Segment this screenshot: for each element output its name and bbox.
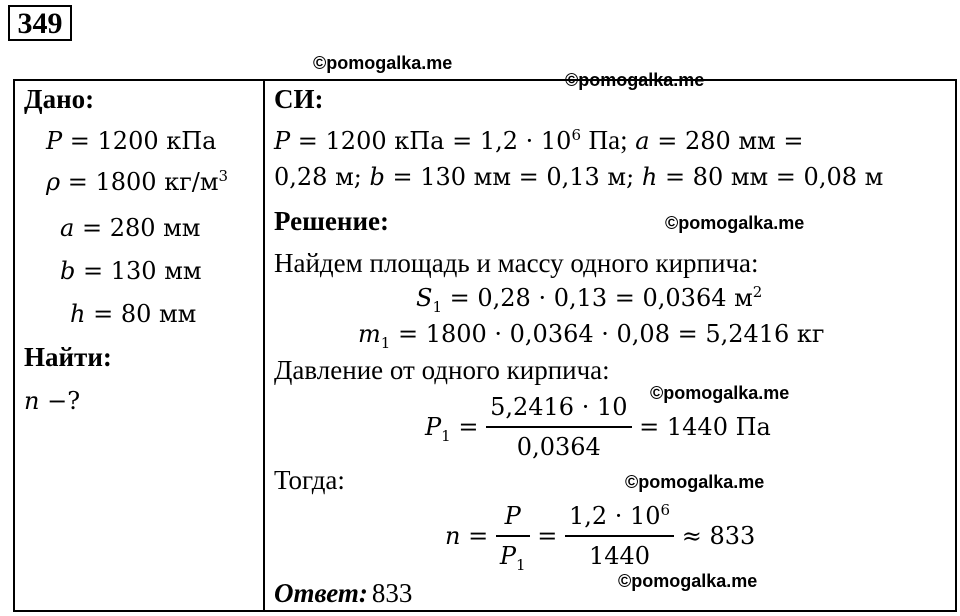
solution-step-1: Найдем площадь и массу одного кирпича: (274, 248, 759, 278)
n-fraction-2-denominator: 1440 (588, 542, 651, 570)
problem-number: 349 (8, 5, 72, 41)
watermark: ©pomogalka.me (650, 383, 790, 403)
answer (274, 578, 412, 609)
watermark: ©pomogalka.me (618, 571, 758, 591)
si-heading: СИ: (274, 84, 324, 114)
given-length-value: 280 мм (109, 214, 201, 242)
given-heading: Дано: (24, 84, 95, 114)
watermark: ©pomogalka.me (565, 70, 705, 90)
si-height: = 80 мм = 0,08 м (664, 163, 884, 191)
si-line-1: P = 1200 кПа = $1,2 \cdot 10^6$ Па; a = 280 мм = (274, 125, 804, 155)
n-result: ≈ 833 (681, 522, 756, 550)
watermark: ©pomogalka.me (313, 53, 453, 73)
pressure-one-brick: $P_1$ = $\frac{5,2416 \cdot 10}{0,0364}$ = 1440 Па (425, 388, 771, 466)
given-length: a = 280 мм (60, 214, 201, 242)
solution-step-2: Давление от одного кирпича: (274, 355, 610, 385)
mass-formula: $m_1 = 1800 \cdot 0,0364 \cdot 0,08 = 5,2416$ кг (358, 320, 825, 352)
solution-step-3: Тогда: (274, 465, 345, 495)
watermark: ©pomogalka.me (625, 472, 765, 492)
given-height-value: 80 мм (120, 300, 197, 328)
given-pressure-value: 1200 кПа (97, 127, 217, 155)
si-width: = 130 мм = 0,13 м; (392, 163, 635, 191)
column-divider (263, 79, 265, 612)
solution-heading: Решение: (274, 206, 389, 236)
n-fraction-2 (565, 497, 674, 575)
si-pressure-exponent: 6 (571, 126, 581, 144)
si-pressure: 1200 кПа = 1,2 · 10 (325, 127, 572, 155)
area-exponent: 2 (752, 283, 763, 301)
given-pressure: P = 1200 кПа (46, 127, 217, 155)
find-value-text: −? (47, 387, 81, 415)
pressure-numerator: 5,2416 · 10 (486, 388, 631, 428)
given-density: ρ = 1800 $кг/м^3$ (46, 167, 229, 196)
answer-label: Ответ: (274, 578, 368, 608)
answer-value: 833 (371, 578, 413, 608)
given-height: h = 80 мм (70, 300, 197, 328)
pressure-result: = 1440 Па (639, 413, 771, 441)
area-formula-body: = 0,28 · 0,13 = 0,0364 м (449, 284, 753, 312)
mass-formula-body: = 1800 · 0,0364 · 0,08 = 5,2416 кг (397, 320, 825, 348)
given-density-exponent: 3 (218, 167, 229, 185)
si-length-m: 0,28 м; (274, 163, 362, 191)
n-fraction-2-numerator: 1,2 · 10 (568, 502, 661, 530)
si-length: = 280 мм = (657, 127, 804, 155)
si-pressure-unit: Па; (588, 125, 628, 155)
pressure-fraction (486, 388, 631, 466)
watermark: ©pomogalka.me (665, 213, 805, 233)
pressure-denominator: 0,0364 (516, 433, 601, 461)
si-line-2: 0,28 м; b = 130 мм = 0,13 м; h = 80 мм = 0,08 м (274, 163, 884, 191)
n-fraction-1: $\frac{P}{P_1}$ (496, 497, 530, 575)
n-fraction-2-exponent: 6 (660, 501, 671, 519)
find-heading: Найти: (24, 342, 112, 372)
given-width-value: 130 мм (110, 257, 202, 285)
find-value: n −? (24, 387, 81, 415)
given-density-value: 1800 кг/м (95, 168, 219, 196)
bricks-count-formula: n = $\frac{P}{P_1}$ = $\frac{1,2 \cdot 10^6}{1440}$ ≈ 833 (445, 497, 755, 575)
area-formula: $S_1 = 0,28 \cdot 0,13 = 0,0364$ $м^2$ (416, 283, 763, 316)
given-width: b = 130 мм (60, 257, 202, 285)
